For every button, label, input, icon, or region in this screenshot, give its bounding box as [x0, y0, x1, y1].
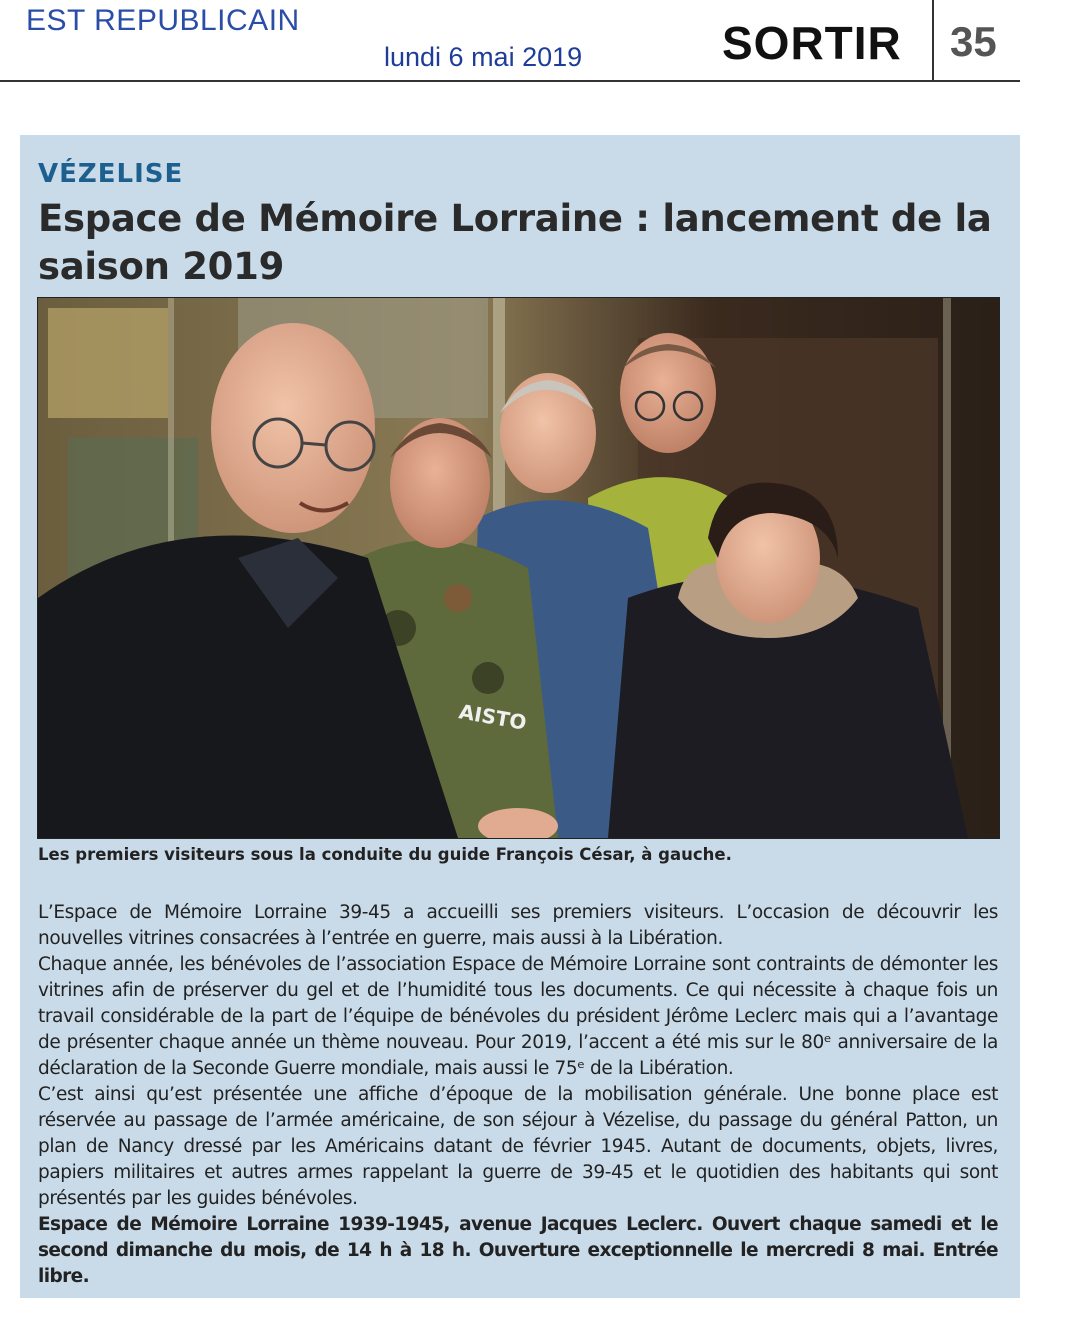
paragraph: C’est ainsi qu’est présentée une affiche d’époque de la mobilisation générale. Une bonne place est réservée au passage de l’armée américaine, de son séjour à Vézelise, du passage du général Patton, un plan de Nancy dressé par les Américains datant de février 1945. Autant de documents, objets, livres, papiers militaires et autres armes rappelant la guerre de 39-45 et le quotidien des habitants qui sont présentés par les guides bénévoles.: [38, 1084, 998, 1209]
practical-info: Espace de Mémoire Lorraine 1939-1945, avenue Jacques Leclerc. Ouvert chaque samedi et le second dimanche du mois, de 14 h à 18 h. Ouverture exceptionnelle le mercredi 8 mai. Entrée libre.: [38, 1214, 998, 1287]
page-number: 35: [950, 18, 997, 65]
header-separator: [932, 0, 934, 80]
section-title: SORTIR: [722, 17, 902, 69]
article-photo: [37, 297, 1000, 839]
article-body: [38, 900, 998, 1290]
paragraph: L’Espace de Mémoire Lorraine 39-45 a accueilli ses premiers visiteurs. L’occasion de découvrir les nouvelles vitrines consacrées à l’entrée en guerre, mais aussi à la Libération.: [38, 902, 998, 949]
publication-date: lundi 6 mai 2019: [384, 42, 583, 72]
article-box: [20, 135, 1020, 1298]
photo-caption: Les premiers visiteurs sous la conduite du guide François César, à gauche.: [38, 845, 732, 864]
article-kicker: VÉZELISE: [38, 159, 184, 189]
header-rule: [0, 80, 1020, 82]
jacket-patch-text: AISTO: [457, 699, 529, 735]
article-headline: Espace de Mémoire Lorraine : lancement de la saison 2019: [38, 197, 992, 288]
paragraph: Chaque année, les bénévoles de l’association Espace de Mémoire Lorraine sont contraints de démonter les vitrines afin de préserver du gel et de l’humidité tous les documents. Ce qui nécessite à chaque fois un travail considérable de la part de l’équipe de bénévoles du président Jérôme Leclerc mais qui a l’avantage de présenter chaque année un thème nouveau. Pour 2019, l’accent a été mis sur le 80ᵉ anniversaire de la déclaration de la Seconde Guerre mondiale, mais aussi le 75ᵉ de la Libération.: [38, 954, 998, 1079]
group-photo-illustration: [38, 298, 999, 838]
masthead: EST REPUBLICAIN: [26, 4, 300, 37]
